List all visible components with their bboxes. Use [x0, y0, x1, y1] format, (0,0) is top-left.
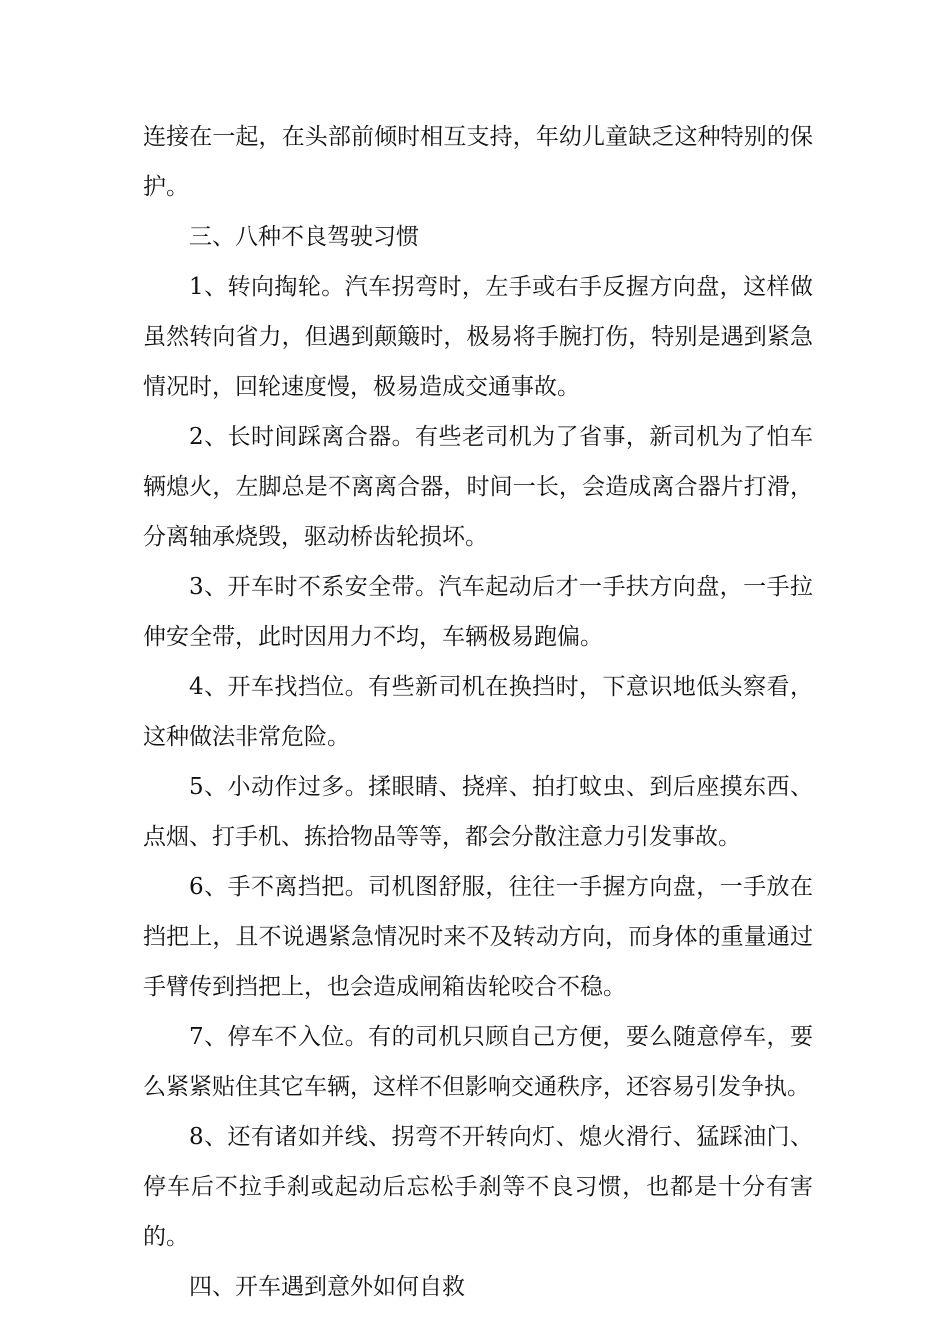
section-heading-self-rescue: 四、开车遇到意外如何自救	[189, 1274, 465, 1300]
paragraph-habit-8: 8、还有诸如并线、拐弯不开转向灯、熄火滑行、猛踩油门、停车后不拉手刹或起动后忘松手刹等不良习惯，也都是十分有害的。	[143, 1124, 813, 1250]
paragraph-habit-4: 4、开车找挡位。有些新司机在换挡时，下意识地低头察看，这种做法非常危险。	[143, 674, 813, 750]
paragraph-habit-1: 1、转向掏轮。汽车拐弯时，左手或右手反握方向盘，这样做虽然转向省力，但遇到颠簸时，极易将手腕打伤，特别是遇到紧急情况时，回轮速度慢，极易造成交通事故。	[143, 274, 813, 400]
paragraph-habit-5: 5、小动作过多。揉眼睛、挠痒、拍打蚊虫、到后座摸东西、点烟、打手机、拣拾物品等等，都会分散注意力引发事故。	[143, 774, 813, 850]
paragraph-habit-6: 6、手不离挡把。司机图舒服，往往一手握方向盘，一手放在挡把上，且不说遇紧急情况时来不及转动方向，而身体的重量通过手臂传到挡把上，也会造成闸箱齿轮咬合不稳。	[143, 874, 813, 1000]
section-heading-bad-driving-habits: 三、八种不良驾驶习惯	[189, 224, 419, 250]
document-body	[143, 112, 813, 1312]
paragraph-habit-3: 3、开车时不系安全带。汽车起动后才一手扶方向盘，一手拉伸安全带，此时因用力不均，车辆极易跑偏。	[143, 574, 813, 650]
paragraph-habit-7: 7、停车不入位。有的司机只顾自己方便，要么随意停车，要么紧紧贴住其它车辆，这样不但影响交通秩序，还容易引发争执。	[143, 1024, 813, 1100]
paragraph-habit-2: 2、长时间踩离合器。有些老司机为了省事，新司机为了怕车辆熄火，左脚总是不离离合器，时间一长，会造成离合器片打滑，分离轴承烧毁，驱动桥齿轮损坏。	[143, 424, 813, 550]
paragraph-continuation: 连接在一起，在头部前倾时相互支持，年幼儿童缺乏这种特别的保护。	[143, 124, 813, 200]
